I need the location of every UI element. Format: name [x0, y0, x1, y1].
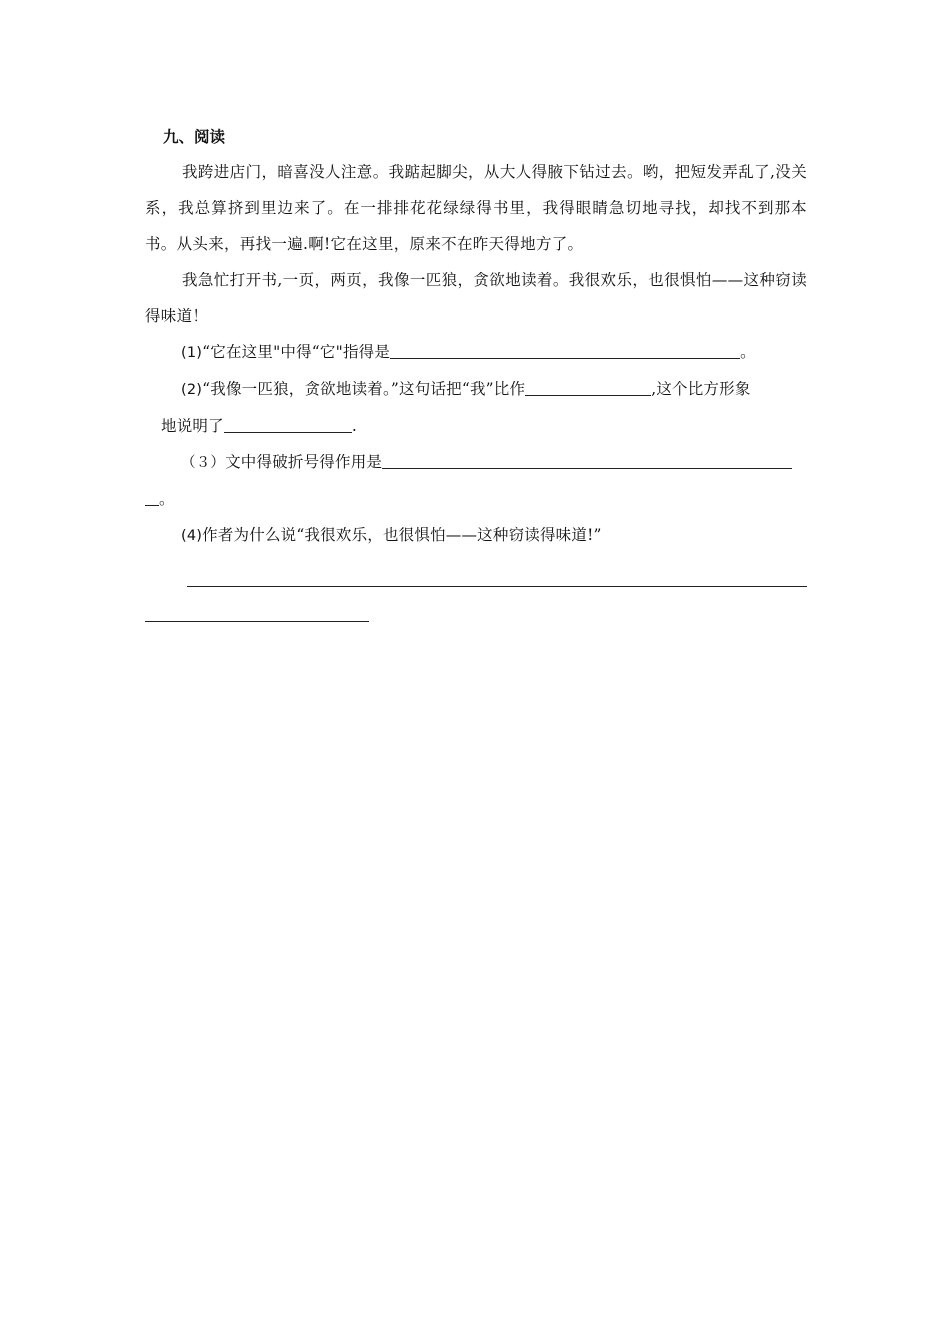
- question-2-number: (2): [181, 382, 203, 398]
- question-1: [145, 334, 807, 371]
- question-4-answer-line-2[interactable]: [145, 597, 369, 622]
- question-1-number: (1): [181, 345, 203, 361]
- question-1-answer-blank[interactable]: [390, 342, 740, 359]
- question-3-text: 文中得破折号得作用是: [225, 453, 383, 471]
- question-2-text-a: “我像一匹狼，贪欲地读着。”这句话把“我”比作: [202, 380, 526, 398]
- question-4-answer-line-1[interactable]: [187, 562, 807, 587]
- question-2-continued: [145, 408, 807, 444]
- question-3-continued: [145, 481, 807, 517]
- passage-paragraph-1: 我跨进店门，暗喜没人注意。我踮起脚尖，从大人得腋下钻过去。哟，把短发弄乱了,没关系，我总算挤到里边来了。在一排排花花绿绿得书里，我得眼睛急切地寻找，却找不到那本书。从头来，再找一遍.啊!它在这里，原来不在昨天得地方了。: [145, 163, 807, 253]
- question-3-number: （３）: [181, 455, 226, 471]
- question-2-end: .: [351, 417, 357, 435]
- question-4-text: 作者为什么说“我很欢乐，也很惧怕——这种窃读得味道!”: [202, 526, 602, 544]
- question-2-text-b: ,这个比方形象: [651, 380, 751, 398]
- question-3: [145, 444, 807, 481]
- question-1-end: 。: [740, 343, 756, 361]
- passage-paragraph-2: 我急忙打开书,一页，两页，我像一匹狼，贪欲地读着。我很欢乐，也很惧怕——这种窃读得味道！: [145, 271, 807, 325]
- section-title: 九、阅读: [163, 128, 226, 146]
- question-2-answer-blank-2[interactable]: [224, 416, 352, 433]
- question-2: [145, 371, 807, 408]
- question-2-answer-blank-1[interactable]: [525, 379, 651, 396]
- question-1-text: “它在这里"中得“它"指得是: [202, 343, 391, 361]
- question-4: [145, 517, 807, 554]
- question-3-answer-blank-tail[interactable]: [145, 489, 159, 506]
- question-3-answer-blank[interactable]: [382, 452, 792, 469]
- question-4-number: (4): [181, 528, 203, 544]
- reading-section: [145, 124, 807, 622]
- question-3-end: 。: [159, 490, 175, 508]
- question-2-text-c: 地说明了: [161, 417, 224, 435]
